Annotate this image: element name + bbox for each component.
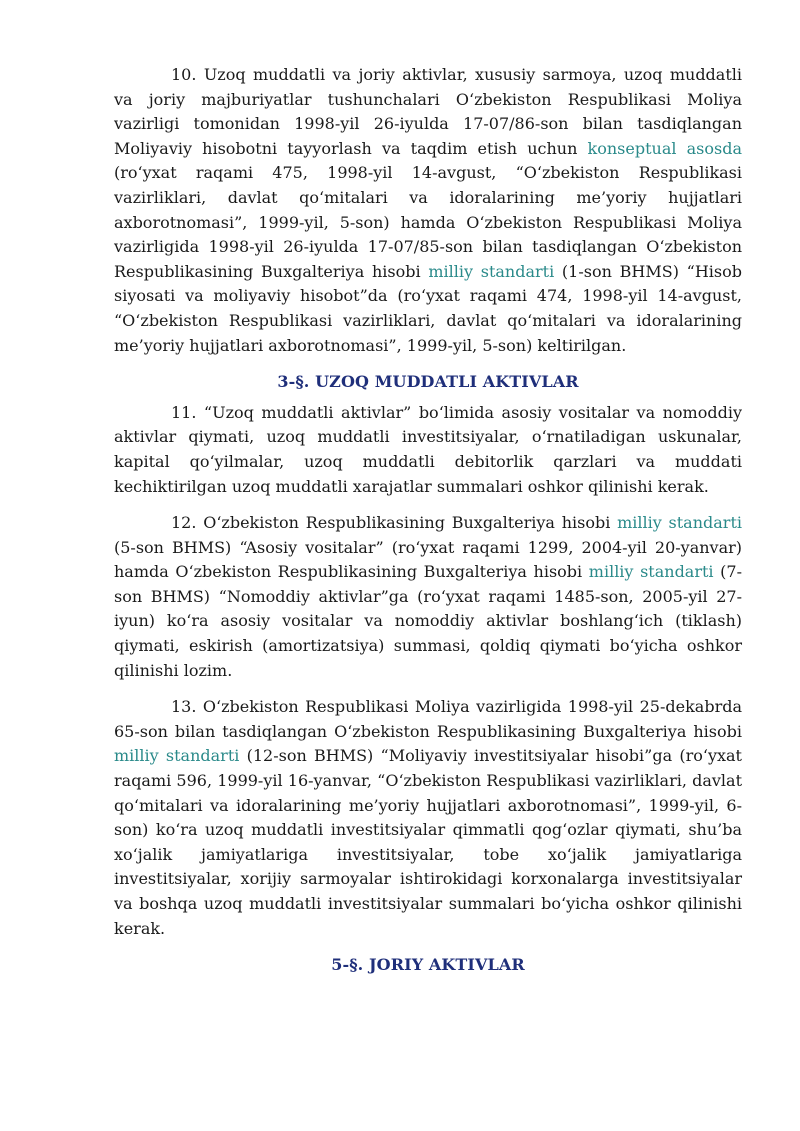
paragraph-12 xyxy=(114,511,742,683)
section-heading-3: 3-§. UZOQ MUDDATLI AKTIVLAR xyxy=(277,372,579,392)
link-milliy-standarti-5[interactable]: milliy standarti xyxy=(617,513,742,533)
paragraph-13-text-b: (12-son BHMS) “Moliyaviy investitsiyalar hisobi”ga (ro‘yxat raqami 596, 1999-yil 16-yanvar, “O‘zbekiston Respublikasi vazirliklari, davlat qo‘mitalari va idoralarining me’yoriy hujjatlari axborotnomasi”, 1999-yil, 6-son) ko‘ra uzoq muddatli investitsiyalar qimmatli qog‘ozlar qiymati, shu’ba xo‘jalik jamiyatlariga investitsiyalar, tobe xo‘jalik jamiyatlariga investitsiyalar, xorijiy sarmoyalar ishtirokidagi korxonalarga investitsiyalar va boshqa uzoq muddatli investitsiyalar summalari bo‘yicha oshkor qilinishi kerak. xyxy=(114,746,742,938)
paragraph-11 xyxy=(114,401,742,499)
paragraph-12-text-a: 12. O‘zbekiston Respublikasining Buxgalteriya hisobi xyxy=(171,513,618,533)
paragraph-13-text-a: 13. O‘zbekiston Respublikasi Moliya vazirligida 1998-yil 25-dekabrda 65-son bilan tasdiqlangan O‘zbekiston Respublikasining Buxgalteriya hisobi xyxy=(114,697,742,741)
document-page xyxy=(114,63,742,984)
paragraph-10 xyxy=(114,63,742,358)
paragraph-10-text-c: (1-son BHMS) “Hisob siyosati va moliyaviy hisobot”da (ro‘yxat raqami 474, 1998-yil 14-avgust, “O‘zbekiston Respublikasi vazirliklari, davlat qo‘mitalari va idoralarining me’yoriy hujjatlari axborotnomasi”, 1999-yil, 5-son) keltirilgan. xyxy=(114,261,742,355)
paragraph-12-text-b: (5-son BHMS) “Asosiy vositalar” (ro‘yxat raqami 1299, 2004-yil 20-yanvar) hamda O‘zbekiston Respublikasining Buxgalteriya hisobi xyxy=(114,537,742,582)
paragraph-12-text-c: (7-son BHMS) “Nomoddiy aktivlar”ga (ro‘yxat raqami 1485-son, 2005-yil 27-iyun) ko‘ra asosiy vositalar va nomoddiy aktivlar boshlang‘ich (tiklash) qiymati, eskirish (amortizatsiya) summasi, qoldiq qiymati bo‘yicha oshkor qilinishi lozim. xyxy=(114,562,742,680)
paragraph-10-text-a: 10. Uzoq muddatli va joriy aktivlar, xususiy sarmoya, uzoq muddatli va joriy majburiyatlar tushunchalari O‘zbekiston Respublikasi Moliya vazirligi tomonidan 1998-yil 26-iyulda 17-07/86-son bilan tasdiqlangan Moliyaviy hisobotni tayyorlash va taqdim etish uchun xyxy=(114,65,742,158)
link-milliy-standarti-12[interactable]: milliy standarti xyxy=(114,746,240,766)
paragraph-10-text-b: (ro‘yxat raqami 475, 1998-yil 14-avgust, “O‘zbekiston Respublikasi vazirliklari, davlat qo‘mitalari va idoralarining me’yoriy hujjatlari axborotnomasi”, 1999-yil, 5-son) hamda O‘zbekiston Respublikasi Moliya vazirligida 1998-yil 26-iyulda 17-07/85-son bilan tasdiqlangan O‘zbekiston Respublikasining Buxgalteriya hisobi xyxy=(114,163,742,281)
paragraph-11-text: 11. “Uzoq muddatli aktivlar” bo‘limida asosiy vositalar va nomoddiy aktivlar qiymati, uzoq muddatli investitsiyalar, o‘rnatiladigan uskunalar, kapital qo‘yilmalar, uzoq muddatli debitorlik qarzlari va muddati kechiktirilgan uzoq muddatli xarajatlar summalari oshkor qilinishi kerak. xyxy=(114,402,742,496)
section-heading-5: 5-§. JORIY AKTIVLAR xyxy=(331,955,525,975)
link-milliy-standarti-7[interactable]: milliy standarti xyxy=(588,562,714,582)
link-milliy-standarti-1[interactable]: milliy standarti xyxy=(428,261,555,281)
link-konseptual-asosda[interactable]: konseptual asosda xyxy=(587,138,742,158)
paragraph-13 xyxy=(114,695,742,941)
